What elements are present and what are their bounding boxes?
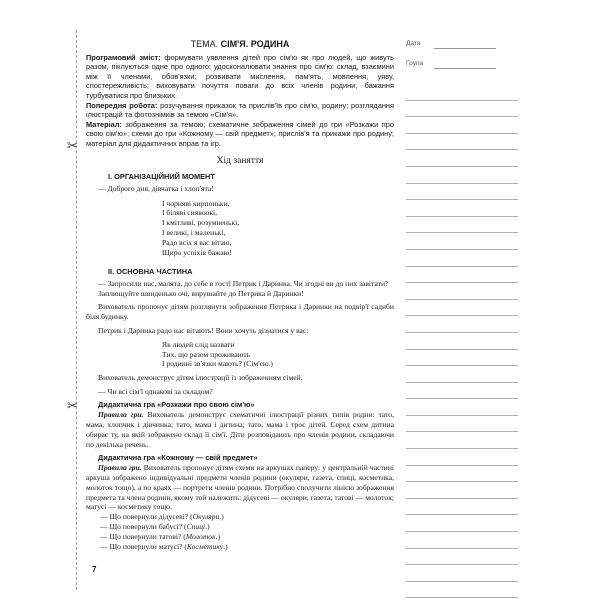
note-line — [406, 117, 518, 134]
paragraph: Вихователь пропонує дітям розглянути зображення Петрика і Даринки на подвір'ї садиби біля будинку. — [86, 302, 394, 322]
note-line — [406, 383, 518, 400]
note-line — [406, 582, 518, 599]
greeting: — Доброго дня, дівчатка і хлоп'ята! — [98, 183, 214, 193]
question: — Що повернули бабусі? (Спиці.) — [100, 522, 210, 532]
note-line — [406, 167, 518, 184]
note-line — [406, 333, 518, 350]
scissors-icon: ✂ — [67, 138, 78, 153]
note-line — [406, 466, 518, 483]
game-rules: Правила гри. Вихователь демонструє схематичні ілюстрації різних типів родин: тато, мама, хлопчик і дівчинка; тато, мама і дитина; тато, мама і троє дітей. Серед схем дитина обирає ту, на якій зображено склад її сім'ї. Діти розповідають про членів родини, складаючи по декілька речень. — [86, 410, 394, 449]
paragraph: Петрик і Даринка радо нас вітають! Вони хочуть дізнатися у вас: — [98, 326, 309, 336]
note-line — [406, 499, 518, 516]
page-number: 7 — [92, 565, 97, 574]
note-line — [406, 515, 518, 532]
note-line — [406, 482, 518, 499]
note-line — [406, 150, 518, 167]
note-line — [406, 101, 518, 118]
game-title: Дидактична гра «Кожному — свій предмет» — [98, 452, 258, 462]
note-line — [406, 416, 518, 433]
note-line — [406, 283, 518, 300]
scissors-icon: ✂ — [67, 398, 78, 413]
intro-prework: Попередня робота: розучування приказок та прислів'їв про сім'ю, родину; розглядання ілюстрацій та фотознімків за темою «Сім'я». — [86, 100, 394, 120]
group-field[interactable] — [406, 60, 518, 74]
note-line — [406, 350, 518, 367]
paragraph: — Запросили нас, малята, до себе в гості Петрик і Даринка. Чи згодні ви до них завітати? — [98, 278, 389, 288]
question: — Що повернули татові? (Молоток.) — [100, 531, 221, 541]
game-title: Дидактична гра «Розкажи про свою сім'ю» — [98, 399, 255, 409]
note-line — [406, 366, 518, 383]
note-line — [406, 300, 518, 317]
note-line — [406, 134, 518, 151]
intro-program: Програмовий зміст: формувати уявлення дітей про сім'ю як про людей, що живуть разом, піклуються одне про одного; удосконалювати знання про сім'ю: склад, взаємини між її членами, обов'язки; розвивати мислення, пам'ять, мовлення, уяву, спостережливість; виховувати почуття поваги до всіх членів родини, бажання турбуватися про близьких. — [86, 52, 394, 100]
riddle: Як людей слід назвати Тих, що разом проживають І родинні зв'язки мають? (Сім'єю.) — [162, 339, 273, 369]
date-field[interactable] — [406, 40, 518, 54]
section-heading: II. ОСНОВНА ЧАСТИНА — [108, 267, 193, 277]
note-line — [406, 84, 518, 101]
notes-lines[interactable] — [406, 84, 518, 598]
main-column — [86, 40, 394, 551]
paragraph: Вихователь демонструє дітям ілюстрації із зображенням сімей. — [98, 373, 303, 383]
question-list — [100, 512, 394, 551]
paragraph: — Чи всі сім'ї однакові за складом? — [98, 387, 213, 397]
group-label: Група — [406, 60, 424, 67]
note-line — [406, 184, 518, 201]
note-line — [406, 233, 518, 250]
page-title: ТЕМА. СІМ'Я. РОДИНА — [190, 39, 290, 49]
intro-material: Матеріал: зображення за темою; схематичне зображення сімей до гри «Розкажи про свою сім'ю»; схеми до гри «Кожному — свій предмет»; прислів'я та прикажи про родину; матеріал для дидактичних вправ та ігр. — [86, 119, 394, 148]
note-line — [406, 532, 518, 549]
note-line — [406, 549, 518, 566]
note-line — [406, 267, 518, 284]
poem: І чорняві кирпоньки, І біляві сиявоокі, І кмітливі, розумненькі, І великі, і маленькі, Радо всіх я вас вітаю, Щиро успіхів бажаю! — [162, 198, 240, 257]
question: — Що повернули матусі? (Косметику.) — [100, 541, 228, 551]
note-line — [406, 449, 518, 466]
note-line — [406, 432, 518, 449]
game-rules: Правила гри. Вихователь пропонує дітям схеми на аркушах паперу: у центральній частині аркуша зображено індивідуальні предмети членів родини (окуляри, газета, спиці, косметика, молоток тощо), а по краях — портрети членів родини. Потрібно сполучити лінією зображення предмета та члена родини, якому той належить: дідусеві — окуляри, газета; татові — молоток; матусі — косметику тощо. — [86, 463, 395, 512]
cut-line — [76, 30, 77, 590]
note-line — [406, 565, 518, 582]
note-line — [406, 316, 518, 333]
note-line — [406, 399, 518, 416]
paragraph: Заплющуйте швиденько очі, вирушайте до Петрика й Даринки! — [98, 288, 304, 298]
notes-header — [406, 40, 518, 74]
note-line — [406, 217, 518, 234]
note-line — [406, 200, 518, 217]
note-line — [406, 250, 518, 267]
lesson-heading: Хід заняття — [216, 155, 264, 166]
section-heading: І. ОРГАНІЗАЦІЙНИЙ МОМЕНТ — [108, 172, 215, 182]
date-label: Дата — [406, 40, 421, 47]
question: — Що повернули дідусеві? (Окуляри.) — [100, 512, 224, 522]
